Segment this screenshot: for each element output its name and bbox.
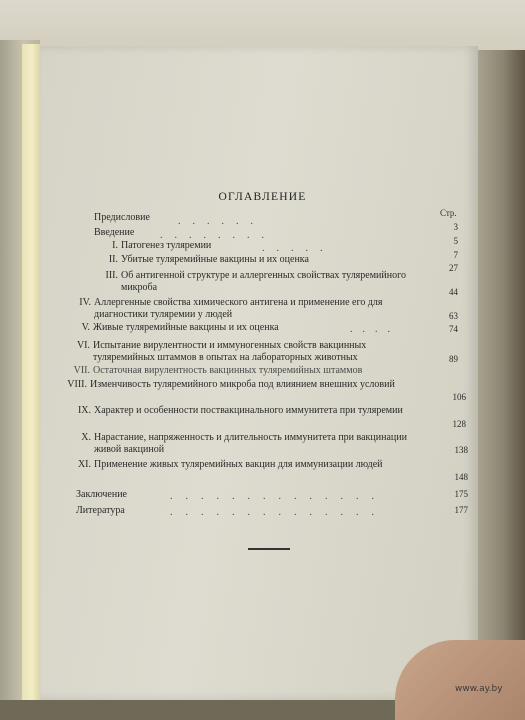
toc-entry (67, 379, 428, 391)
toc-entry-page: 138 (454, 445, 468, 455)
toc-entry (77, 405, 432, 417)
leader-dots: .............. (170, 507, 387, 518)
toc-entry-number: VI. (76, 340, 90, 351)
toc-entry-page: 27 (449, 263, 458, 273)
toc-entry-text: Литература (76, 505, 125, 516)
toc-entry-text: Аллергенные свойства химического антигена и применение его для диагностики туляремии у людей (94, 297, 383, 320)
toc-entry (105, 270, 427, 293)
toc-entry-text: Испытание вирулентности и иммуногенных свойств вакцинных туляремийных штаммов в опытах на лабораторных животных (93, 340, 367, 363)
toc-entry-page: 74 (449, 324, 458, 334)
toc-entry-text: Живые туляремийные вакцины и их оценка (93, 322, 279, 333)
toc-entry (81, 432, 432, 455)
leader-dots: ..... (262, 243, 335, 254)
toc-entry-number: V. (81, 322, 90, 333)
section-end-rule (248, 548, 290, 550)
toc-entry-page: 148 (454, 472, 468, 482)
toc-entry-page: 177 (454, 505, 468, 515)
toc-title: ОГЛАВЛЕНИЕ (218, 191, 307, 203)
leader-dots: .............. (170, 491, 387, 502)
toc-entry-page: 175 (454, 489, 468, 499)
toc-entry-number: III. (105, 270, 118, 281)
toc-entry-text: Убитые туляремийные вакцины и их оценка (121, 254, 309, 265)
toc-entry-number: X. (81, 432, 91, 443)
toc-entry-number: VII. (73, 365, 90, 376)
toc-entry-text: Патогенез туляремии (121, 240, 212, 251)
toc-entry-page: 44 (449, 287, 458, 297)
toc-entry-page: 7 (453, 250, 458, 260)
toc-entry-number: IX. (77, 405, 91, 416)
toc-entry-text: Характер и особенности поствакцинального иммунитета при туляремии (94, 405, 403, 416)
page-column-label: Стр. (440, 208, 457, 218)
toc-entry-number: II. (108, 254, 118, 265)
toc-entry (73, 365, 428, 377)
toc-entry-text: Изменчивость туляремийного микроба под влиянием внешних условий (90, 379, 395, 390)
leader-dots: .... (350, 324, 400, 335)
toc-entry-text: Об антигенной структуре и аллергенных свойствах туляремийного микроба (121, 270, 406, 293)
toc-entry-text: Предисловие (94, 212, 150, 223)
book-spine (22, 44, 42, 700)
toc-entry (77, 459, 436, 471)
toc-entry (79, 297, 428, 320)
leader-dots: ...... (178, 216, 265, 227)
toc-entry-text: Остаточная вирулентность вакцинных туляремийных штаммов (93, 365, 363, 376)
leader-dots: ........ (160, 230, 276, 241)
toc-entry (108, 254, 421, 266)
toc-entry-page: 89 (449, 354, 458, 364)
toc-entry-number: IV. (79, 297, 91, 308)
toc-entry-page: 3 (453, 222, 458, 232)
toc-entry-text: Нарастание, напряженность и длительность иммунитета при вакцинации живой вакциной (94, 432, 407, 455)
toc-entry-page: 5 (453, 236, 458, 246)
toc-entry-text: Заключение (76, 489, 127, 500)
toc-entry-number: I. (112, 240, 118, 251)
toc-entry-page: 63 (449, 311, 458, 321)
toc-entry (76, 340, 428, 363)
watermark-text: www.ay.by (455, 684, 503, 694)
book-cover-right (470, 50, 525, 700)
toc-entry-number: XI. (77, 459, 91, 470)
toc-entry-text: Введение (94, 227, 135, 238)
toc-entry-page: 128 (452, 419, 466, 429)
toc-entry-number: VIII. (67, 379, 87, 390)
toc-entry-text: Применение живых туляремийных вакцин для иммунизации людей (94, 459, 383, 470)
toc-entry-page: 106 (452, 392, 466, 402)
